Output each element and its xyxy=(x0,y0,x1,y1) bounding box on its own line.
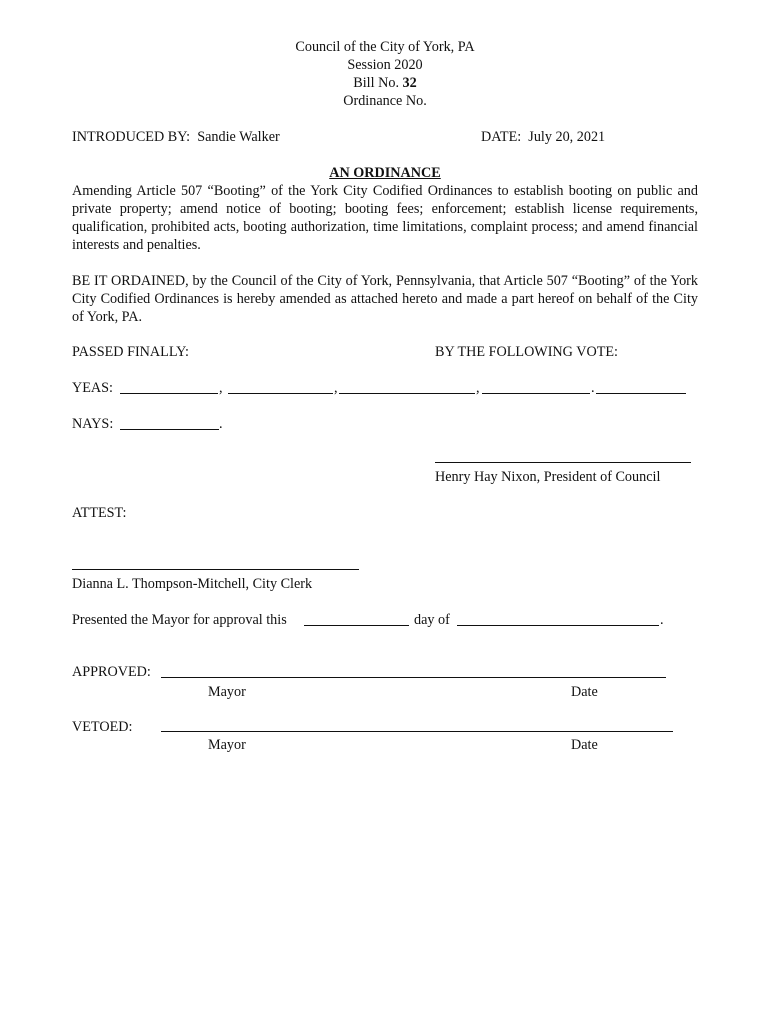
ordained-paragraph: BE IT ORDAINED, by the Council of the City of York, Pennsylvania, that Article 507 “Booting” of the York City Codified Ordinances is hereby amended as attached hereto and made a part hereof on behalf of the City of York, PA. xyxy=(72,273,698,325)
introduced-label: INTRODUCED BY: xyxy=(72,129,191,145)
vetoed-label: VETOED: xyxy=(72,719,133,735)
council-heading: Council of the City of York, PA xyxy=(295,39,475,55)
introduced-by-row xyxy=(72,128,280,146)
ordinance-title: AN ORDINANCE xyxy=(329,165,441,181)
yeas-label: YEAS: xyxy=(72,380,113,396)
date-label: DATE: xyxy=(481,129,522,145)
comma-separator: , xyxy=(476,380,480,396)
yeas-blank-4 xyxy=(482,393,590,394)
yeas-blank-5 xyxy=(596,393,686,394)
introduced-name: Sandie Walker xyxy=(197,129,280,145)
nays-label: NAYS: xyxy=(72,416,114,432)
presented-prefix: Presented the Mayor for approval this xyxy=(72,612,287,628)
president-name: Henry Hay Nixon, President of Council xyxy=(435,469,661,485)
nays-blank xyxy=(120,429,219,430)
period-separator: . xyxy=(219,416,223,432)
vetoed-mayor-label: Mayor xyxy=(208,737,246,753)
yeas-blank-2 xyxy=(228,393,333,394)
approved-label: APPROVED: xyxy=(72,664,151,680)
presented-month-blank xyxy=(457,625,659,626)
comma-separator: , xyxy=(334,380,338,396)
comma-separator: , xyxy=(219,380,223,396)
presented-day-of: day of xyxy=(414,612,450,628)
vetoed-date-label: Date xyxy=(571,737,598,753)
following-vote-label: BY THE FOLLOWING VOTE: xyxy=(435,344,618,360)
period-separator: . xyxy=(591,380,595,396)
ordinance-number-line: Ordinance No. xyxy=(343,93,427,109)
approved-date-label: Date xyxy=(571,684,598,700)
period-separator: . xyxy=(660,612,664,628)
bill-number: 32 xyxy=(402,75,417,91)
president-signature-line xyxy=(435,462,691,463)
bill-prefix: Bill No. xyxy=(353,75,403,91)
attest-label: ATTEST: xyxy=(72,505,127,521)
yeas-blank-3 xyxy=(339,393,475,394)
bill-line xyxy=(0,74,770,92)
session-line: Session 2020 xyxy=(347,57,423,73)
approved-signature-line xyxy=(161,677,666,678)
yeas-blank-1 xyxy=(120,393,218,394)
clerk-name: Dianna L. Thompson-Mitchell, City Clerk xyxy=(72,576,313,592)
presented-day-blank xyxy=(304,625,409,626)
approved-mayor-label: Mayor xyxy=(208,684,246,700)
vetoed-signature-line xyxy=(161,731,673,732)
clerk-signature-line xyxy=(72,569,359,570)
date-row xyxy=(481,128,605,146)
passed-finally-label: PASSED FINALLY: xyxy=(72,344,189,360)
ordinance-summary: Amending Article 507 “Booting” of the York City Codified Ordinances to establish booting on public and private property; amend notice of booting; booting fees; enforcement; establish license requirements, qualification, prohibited acts, booting authorization, time limitations, complaint process; and amend financial interests and penalties. xyxy=(72,183,698,253)
date-value: July 20, 2021 xyxy=(528,129,606,145)
